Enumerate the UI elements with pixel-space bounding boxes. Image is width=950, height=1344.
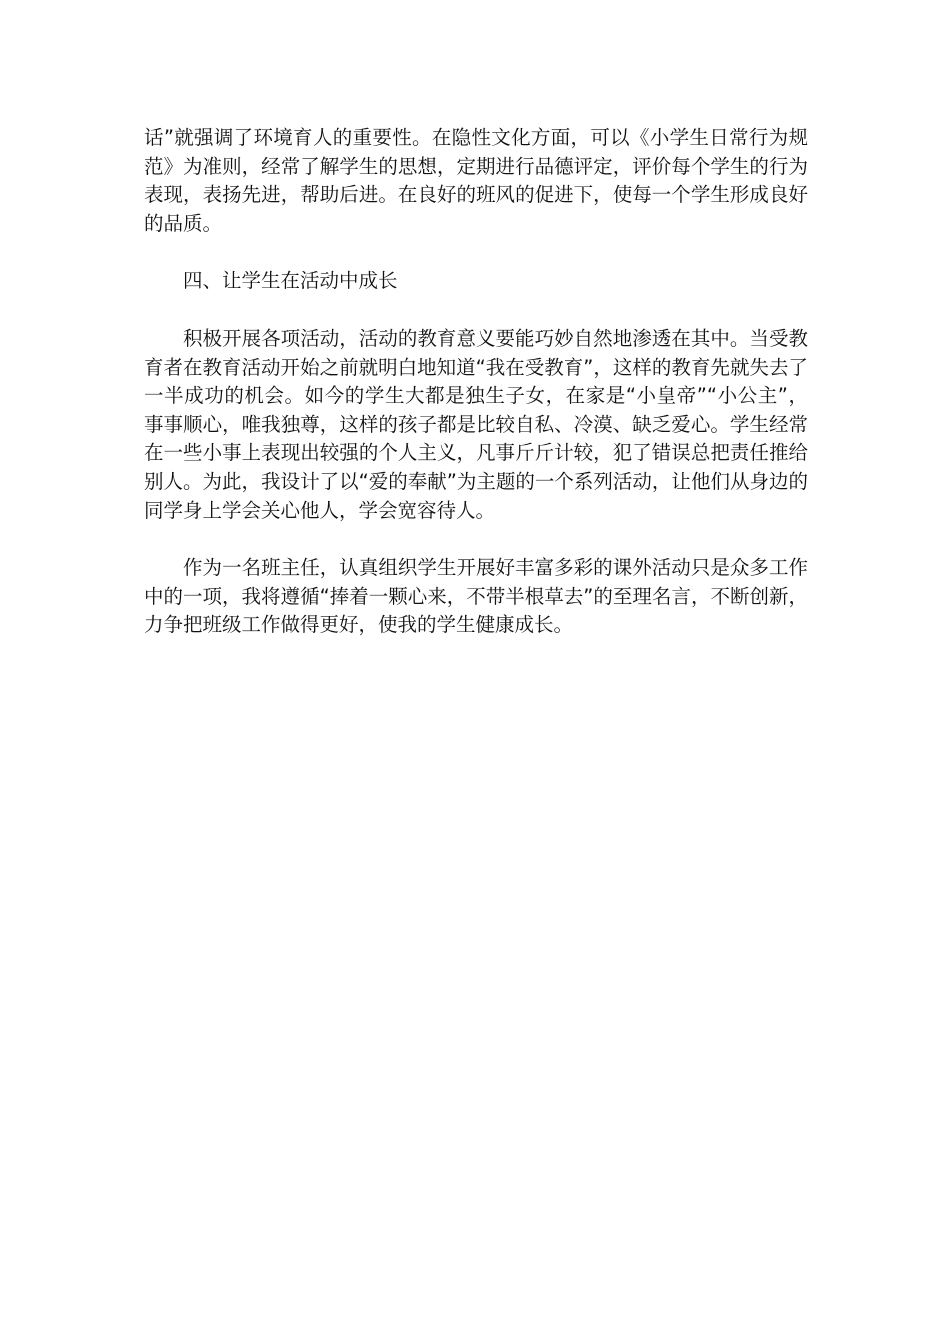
paragraph-activities: 积极开展各项活动，活动的教育意义要能巧妙自然地渗透在其中。当受教育者在教育活动开始之前就明白地知道“我在受教育”，这样的教育先就失去了一半成功的机会。如今的学生大都是独生子女，在家是“小皇帝”“小公主”，事事顺心，唯我独尊，这样的孩子都是比较自私、冷漠、缺乏爱心。学生经常在一些小事上表现出较强的个人主义，凡事斤斤计较，犯了错误总把责任推给别人。为此，我设计了以“爱的奉献”为主题的一个系列活动，让他们从身边的同学身上学会关心他人，学会宽容待人。 — [144, 326, 808, 522]
document-body — [144, 124, 808, 669]
paragraph-conclusion: 作为一名班主任，认真组织学生开展好丰富多彩的课外活动只是众多工作中的一项，我将遵循“捧着一颗心来，不带半根草去”的至理名言，不断创新，力争把班级工作做得更好，使我的学生健康成长。 — [144, 556, 808, 637]
section-heading-activities: 四、让学生在活动中成长 — [183, 269, 398, 293]
paragraph-environment-education: 话”就强调了环境育人的重要性。在隐性文化方面，可以《小学生日常行为规范》为准则，经常了解学生的思想，定期进行品德评定，评价每个学生的行为表现，表扬先进，帮助后进。在良好的班风的促进下，使每一个学生形成良好的品质。 — [144, 126, 808, 235]
